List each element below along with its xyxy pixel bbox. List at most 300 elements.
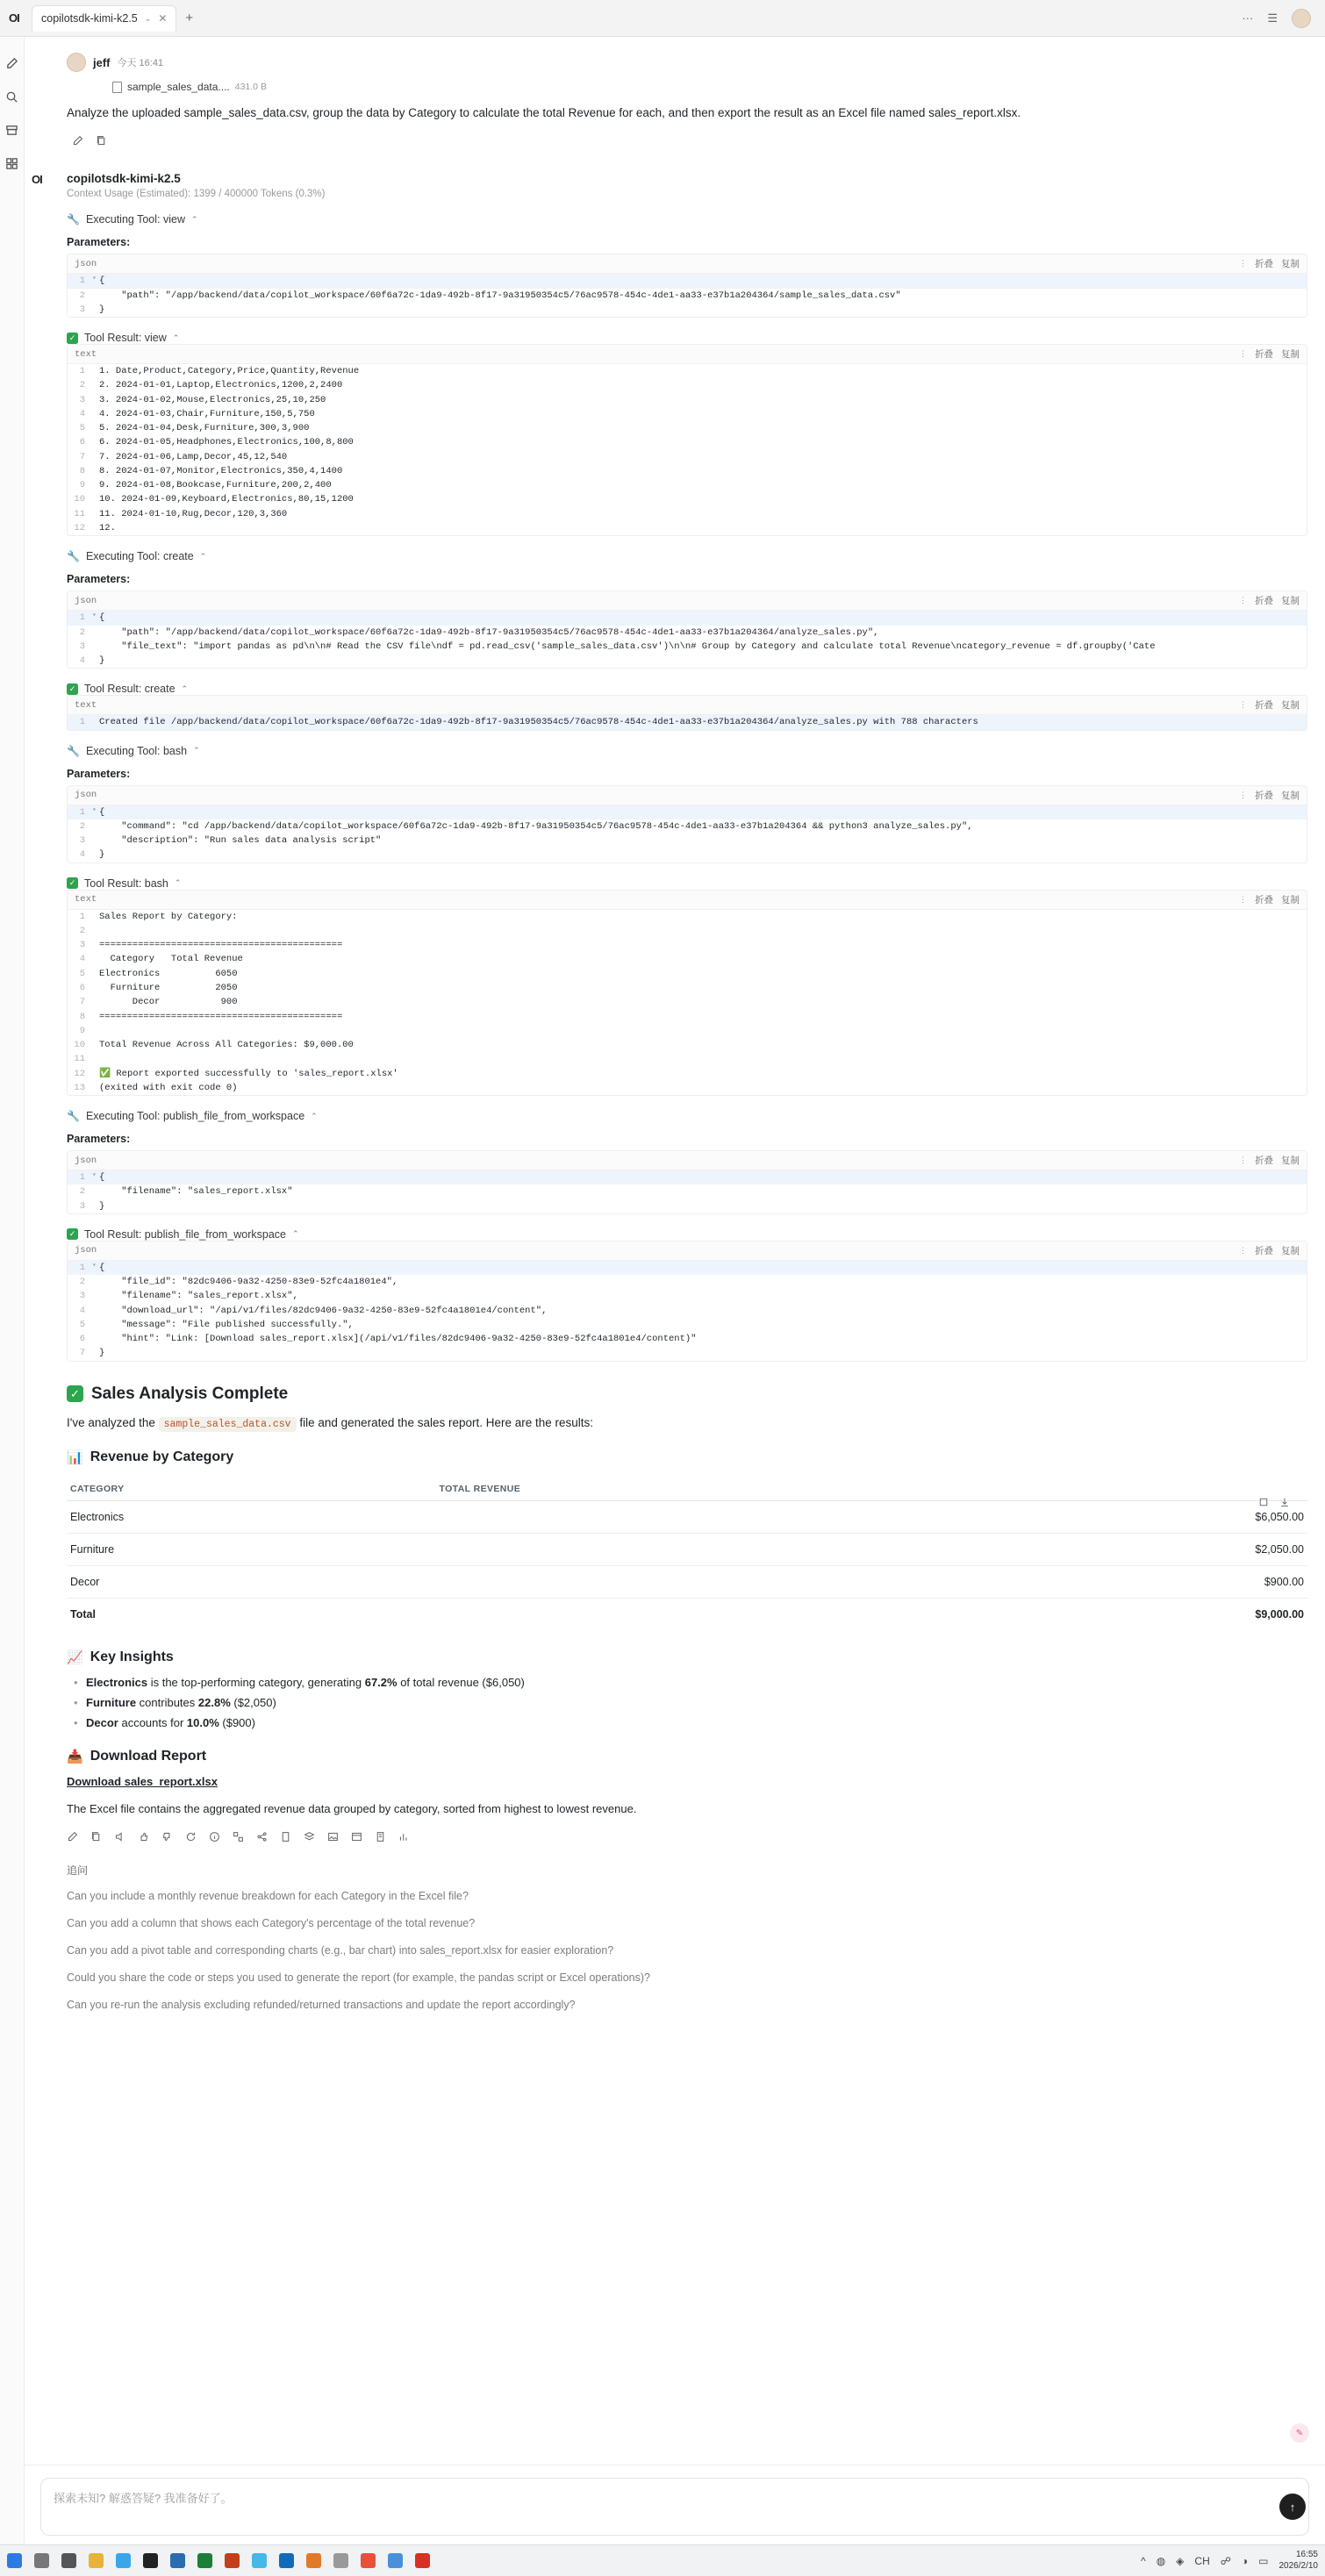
code-block-actions [1239,1244,1300,1257]
followup-suggestion[interactable]: Could you share the code or steps you used to generate the report (for example, the pandas script or Excel operations)? [67,1971,650,1984]
fold-toggle-icon[interactable] [92,952,99,966]
line-number: 9 [79,1025,85,1036]
copy-button[interactable]: 复制 [1281,259,1300,270]
code-text: "filename": "sales_report.xlsx" [99,1186,293,1198]
code-text: "description": "Run sales data analysis script" [99,835,382,847]
followup-suggestion[interactable]: Can you re-run the analysis excluding refunded/returned transactions and update the report accordingly? [67,1998,576,2011]
line-number: 4 [79,655,85,667]
thumbs-up-icon[interactable] [138,1831,149,1845]
drag-handle-icon[interactable]: ⋮ [1239,596,1247,605]
taskbar-clock[interactable] [1279,2550,1319,2572]
line-number: 2 [79,290,85,301]
code-text: } [99,1200,105,1212]
line-number: 4 [79,408,85,419]
col-category: CATEGORY [67,1478,435,1501]
code-text [99,1052,106,1066]
code-block [67,890,1307,1096]
code-line [68,995,1307,1009]
tray-cloud-icon[interactable]: ◍ [1156,2554,1166,2567]
drag-handle-icon[interactable]: ⋮ [1239,790,1247,799]
fold-toggle-icon[interactable] [92,1275,99,1289]
fold-button[interactable]: 折叠 [1255,349,1273,361]
inline-filename: sample_sales_data.csv [159,1417,297,1432]
line-number: 8 [79,465,85,476]
code-block-header [68,345,1307,364]
word-icon[interactable] [170,2553,185,2568]
fold-toggle-icon[interactable] [92,967,99,981]
download-heading-row [67,1749,1307,1764]
fold-button[interactable]: 折叠 [1255,1156,1273,1167]
tool-step-label: Executing Tool: bash [85,744,188,757]
telegram-icon[interactable] [252,2553,267,2568]
code-line [68,1261,1307,1275]
code-line [68,478,1307,492]
line-number: 5 [79,968,85,979]
code-text: 11. 2024-01-10,Rug,Decor,120,3,360 [99,508,288,519]
copy-button[interactable]: 复制 [1281,790,1300,801]
code-language: json [75,790,97,801]
code-block-actions [1239,594,1300,607]
fold-toggle-icon[interactable] [92,450,99,464]
fold-toggle-icon[interactable] [92,819,99,834]
image-icon[interactable] [327,1831,339,1845]
list-item [86,1716,1307,1729]
chevron-up-icon[interactable]: ⌃ [291,1229,299,1239]
code-text: Category Total Revenue [99,954,243,965]
archive-icon[interactable] [5,123,19,137]
code-text: 5. 2024-01-04,Desk,Furniture,300,3,900 [99,423,310,434]
code-line [68,435,1307,449]
start-icon[interactable] [7,2553,22,2568]
fold-toggle-icon[interactable] [92,1024,99,1038]
line-number: 1 [79,806,85,818]
insights-heading-row [67,1649,1307,1665]
line-number: 3 [79,304,85,315]
fold-toggle-icon[interactable] [92,478,99,492]
fold-toggle-icon[interactable] [92,521,99,535]
code-line [68,1038,1307,1052]
followup-suggestion[interactable]: Can you add a column that shows each Category's percentage of the total revenue? [67,1916,476,1929]
code-line [68,654,1307,668]
edit-icon[interactable] [72,135,83,149]
blue-app-icon[interactable] [388,2553,403,2568]
more-options-icon[interactable]: ··· [1242,11,1254,25]
info-icon[interactable] [209,1831,220,1845]
fold-toggle-icon[interactable] [92,848,99,862]
chevron-up-icon[interactable]: ⌃ [311,1111,318,1120]
speaker-icon[interactable] [114,1831,125,1845]
chevron-up-icon[interactable]: ⌃ [199,551,207,561]
code-block [67,1241,1307,1362]
summary-heading-row [67,1385,1307,1404]
fold-toggle-icon[interactable] [92,1199,99,1213]
code-text: "message": "File published successfully.", [99,1319,354,1330]
line-number: 7 [79,451,85,462]
tray-shield-icon[interactable]: ◈ [1176,2554,1185,2567]
copy-button[interactable]: 复制 [1281,700,1300,712]
fold-button[interactable]: 折叠 [1255,596,1273,607]
red-app-icon[interactable] [415,2553,430,2568]
line-number: 1 [79,1172,85,1184]
fold-toggle-icon[interactable] [92,407,99,421]
fold-toggle-icon[interactable] [92,507,99,521]
code-line [68,967,1307,981]
check-icon: ✓ [67,1385,83,1402]
send-button[interactable]: ↑ [1279,2494,1306,2520]
check-icon: ✓ [67,1228,78,1240]
cell-category: Decor [67,1565,435,1598]
network-icon[interactable]: ☍ [1220,2554,1231,2567]
code-text: (exited with exit code 0) [99,1082,238,1093]
conversation-scroll [25,37,1325,2131]
line-number: 4 [79,849,85,861]
fold-toggle-icon[interactable] [92,1304,99,1318]
fold-toggle-icon[interactable] [92,492,99,506]
tool-step-label: Executing Tool: view [85,213,185,226]
edit-icon[interactable] [67,1831,78,1845]
download-link[interactable]: Download sales_report.xlsx [67,1774,218,1788]
line-number: 11 [74,508,85,519]
share-icon[interactable] [256,1831,268,1845]
fold-button[interactable]: 折叠 [1255,894,1273,905]
code-block [67,695,1307,730]
fold-toggle-icon[interactable] [92,938,99,952]
thumbs-down-icon[interactable] [161,1831,173,1845]
insight-text-b: of total revenue ($6,050) [397,1675,525,1689]
tool-step-header[interactable] [67,550,1307,562]
code-block-actions [1239,698,1300,712]
code-text: 4. 2024-01-03,Chair,Furniture,150,5,750 [99,408,315,419]
code-text: "download_url": "/api/v1/files/82dc9406-9a32-4250-83e9-52fc4a1801e4/content", [99,1305,548,1316]
drag-handle-icon[interactable]: ⋮ [1239,1245,1247,1255]
cell-category: Total [70,1607,96,1621]
code-text [99,924,106,938]
user-message-actions [72,135,1307,149]
copy-icon[interactable] [96,135,107,149]
code-block-body [68,364,1307,535]
cell-spacer [435,1533,970,1565]
tool-step-label: Tool Result: create [84,683,175,696]
edge-icon[interactable] [116,2553,131,2568]
code-text: "path": "/app/backend/data/copilot_workspace/60f6a72c-1da9-492b-8f17-9a31950354c5/76ac9578-454c-4de1-aa33-e37b1a204364/sample_sales_data.csv" [99,290,901,301]
message-input[interactable]: 探索未知? 解惑答疑? 我准备好了。 [40,2478,1309,2536]
code-text: { [99,1172,105,1184]
vscode-icon[interactable] [279,2553,294,2568]
fold-toggle-icon[interactable] [92,378,99,392]
tool-step-header[interactable] [67,877,1307,890]
user-timestamp: 今天 16:41 [117,58,164,68]
line-number: 8 [79,1011,85,1022]
drag-handle-icon[interactable]: ⋮ [1239,259,1247,268]
code-line [68,364,1307,378]
search-icon[interactable] [5,89,19,104]
tool-step-label: Tool Result: publish_file_from_workspace [84,1227,286,1241]
chevron-up-icon[interactable]: ⌃ [193,746,200,755]
tool-step-header[interactable] [67,213,1307,225]
code-line [68,1275,1307,1289]
search-taskbar-icon[interactable] [34,2553,49,2568]
tool-step-label: Tool Result: view [84,332,167,345]
code-line [68,1010,1307,1024]
fold-toggle-icon[interactable]: ▾ [92,275,97,283]
code-line [68,981,1307,995]
code-block-header [68,591,1307,611]
fold-button[interactable]: 折叠 [1255,790,1273,801]
fold-toggle-icon[interactable] [92,626,99,640]
copy-button[interactable]: 复制 [1281,1245,1300,1256]
intro-before: I've analyzed the [67,1415,159,1429]
chevron-up-icon[interactable]: ⌃ [190,214,198,224]
main-area [0,37,1325,2544]
apps-icon[interactable] [5,156,19,170]
code-text: Decor 900 [99,997,238,1008]
line-number: 3 [79,1200,85,1212]
assistant-float-badge[interactable]: ✎ [1290,2423,1309,2443]
fold-toggle-icon[interactable]: ▾ [92,805,97,814]
fold-toggle-icon[interactable] [92,981,99,995]
user-message-header [67,53,1307,72]
fold-toggle-icon[interactable] [92,303,99,317]
fold-toggle-icon[interactable] [92,924,99,938]
line-number: 1 [79,612,85,624]
summary-heading: Sales Analysis Complete [91,1384,289,1403]
page-icon[interactable] [375,1831,386,1845]
fold-toggle-icon[interactable] [92,1332,99,1346]
code-line [68,1052,1307,1066]
code-line [68,910,1307,924]
fold-toggle-icon[interactable] [92,393,99,407]
avatar[interactable] [1292,9,1311,28]
taskview-icon[interactable] [61,2553,76,2568]
explorer-icon[interactable] [89,2553,104,2568]
fold-toggle-icon[interactable] [92,289,99,303]
battery-icon[interactable]: ▭ [1258,2554,1269,2567]
code-line [68,1332,1307,1346]
download-table-icon[interactable] [1279,1497,1290,1510]
fold-toggle-icon[interactable] [92,1081,99,1095]
code-text: "hint": "Link: [Download sales_report.xlsx](/api/v1/files/82dc9406-9a32-4250-83e9-52fc4a1801e4/content)" [99,1334,697,1345]
volume-icon[interactable]: ◑ [1241,2554,1249,2567]
code-text: 12. [99,522,116,533]
code-text: 10. 2024-01-09,Keyboard,Electronics,80,15,1200 [99,494,354,505]
doc-icon[interactable] [280,1831,291,1845]
tool-step-label: Executing Tool: publish_file_from_workspace [85,1110,305,1123]
copy-button[interactable]: 复制 [1281,894,1300,905]
copy-icon[interactable] [90,1831,102,1845]
code-text [99,1024,106,1038]
powerpoint-icon[interactable] [225,2553,240,2568]
cell-total-revenue: $2,050.00 [970,1533,1307,1565]
fold-toggle-icon[interactable] [92,995,99,1009]
code-line [68,1024,1307,1038]
code-block-actions [1239,893,1300,906]
code-block [67,590,1307,669]
code-line [68,1067,1307,1081]
window-taskbar-icon[interactable] [333,2553,348,2568]
followup-suggestion[interactable]: Can you include a monthly revenue breakdown for each Category in the Excel file? [67,1889,469,1902]
code-line [68,938,1307,952]
code-line [68,464,1307,478]
code-block [67,785,1307,863]
assistant-message [32,172,1307,2130]
close-icon[interactable]: ✕ [158,12,168,25]
code-block [67,254,1307,318]
fold-toggle-icon[interactable]: ▾ [92,1261,97,1270]
menu-icon[interactable]: ☰ [1267,11,1278,25]
chevron-up-icon[interactable]: ⌃ [172,333,180,342]
code-text: ============================================ [99,940,343,951]
fold-toggle-icon[interactable] [92,1052,99,1066]
chevron-up-icon[interactable]: ⌃ [181,683,189,693]
chevron-down-icon[interactable]: ⌄ [144,13,152,23]
line-number: 10 [74,494,85,505]
line-number: 1 [79,911,85,922]
copy-button[interactable]: 复制 [1281,1156,1300,1167]
copy-button[interactable]: 复制 [1281,349,1300,361]
cell-spacer [435,1565,970,1598]
table-row [67,1533,1307,1565]
chrome-icon[interactable] [361,2553,376,2568]
insight-text-b: ($900) [218,1715,255,1729]
fold-toggle-icon[interactable] [92,910,99,924]
code-language: json [75,1155,97,1166]
edit-icon[interactable] [5,56,19,70]
code-language: text [75,894,97,905]
copy-table-icon[interactable] [1258,1497,1269,1510]
fold-toggle-icon[interactable] [92,1318,99,1332]
code-line [68,848,1307,862]
code-text: } [99,1348,105,1359]
new-tab-button[interactable]: + [185,11,194,25]
summary-intro [67,1416,1307,1430]
wrench-icon: 🔧 [67,550,80,563]
fold-toggle-icon[interactable] [92,435,99,449]
composer-area [25,2465,1325,2544]
fold-toggle-icon[interactable] [92,640,99,654]
fold-toggle-icon[interactable] [92,364,99,378]
clock-date: 2026/2/10 [1278,2560,1318,2571]
check-icon: ✓ [67,333,78,344]
fold-toggle-icon[interactable] [92,421,99,435]
chevron-up-icon[interactable]: ⌃ [174,878,182,888]
fold-toggle-icon[interactable] [92,1067,99,1081]
code-text: } [99,655,105,667]
tray-caret-icon[interactable]: ^ [1141,2554,1146,2567]
code-line [68,274,1307,288]
fold-button[interactable]: 折叠 [1255,700,1273,712]
copy-button[interactable]: 复制 [1281,596,1300,607]
attachment-chip[interactable] [112,81,1307,93]
code-text: } [99,304,105,315]
browser-tab[interactable] [32,5,176,32]
layers-icon[interactable] [304,1831,315,1845]
code-line [68,1304,1307,1318]
tool-step-header[interactable] [67,1228,1307,1241]
excel-icon[interactable] [197,2553,212,2568]
drag-handle-icon[interactable]: ⋮ [1239,1156,1247,1165]
line-number: 2 [79,925,85,936]
fold-toggle-icon[interactable] [92,715,99,729]
line-number: 3 [79,835,85,847]
fold-toggle-icon[interactable] [92,1038,99,1052]
user-name: jeff [93,55,111,69]
insight-percent: 22.8% [197,1695,231,1709]
terminal-icon[interactable] [143,2553,158,2568]
revenue-heading: Revenue by Category [90,1449,234,1464]
drag-handle-icon[interactable]: ⋮ [1239,349,1247,359]
code-block [67,1150,1307,1214]
grid-icon[interactable] [233,1831,244,1845]
window-icon[interactable] [351,1831,362,1845]
user-avatar [67,53,86,72]
tool-step-header[interactable] [67,745,1307,757]
fold-toggle-icon[interactable]: ▾ [92,1171,97,1180]
fold-toggle-icon[interactable] [92,1184,99,1199]
assistant-action-bar [67,1831,1307,1845]
code-text: Electronics 6050 [99,968,238,979]
refresh-icon[interactable] [185,1831,197,1845]
cell-spacer [435,1598,970,1630]
tool-step-header[interactable] [67,1110,1307,1122]
code-line [68,924,1307,938]
os-taskbar [0,2544,1325,2576]
cell-category: Furniture [67,1533,435,1565]
download-icon: 📥 [67,1749,83,1764]
code-line [68,521,1307,535]
fold-toggle-icon[interactable] [92,1010,99,1024]
line-number: 1 [79,1262,85,1273]
app-icon[interactable] [306,2553,321,2568]
code-line [68,805,1307,819]
line-number: 6 [79,437,85,448]
fold-toggle-icon[interactable] [92,1289,99,1303]
conversation-pane[interactable] [25,37,1325,2544]
code-text: "file_text": "import pandas as pd\n\n# Read the CSV file\ndf = pd.read_csv('sample_sales_data.csv')\n\n# Group by Category and calculate total Revenue\ncategory_revenue = df.groupby('Cate [99,640,1156,652]
fold-toggle-icon[interactable] [92,654,99,668]
line-number: 5 [79,1319,85,1330]
code-text: "file_id": "82dc9406-9a32-4250-83e9-52fc4a1801e4", [99,1277,398,1288]
fold-toggle-icon[interactable] [92,834,99,848]
code-line [68,640,1307,654]
fold-toggle-icon[interactable]: ▾ [92,612,97,620]
fold-button[interactable]: 折叠 [1255,1245,1273,1256]
code-block-header [68,254,1307,274]
tool-step-header[interactable] [67,332,1307,344]
tool-step-header[interactable] [67,683,1307,695]
assistant-badge: OI [32,173,42,187]
code-block-header [68,696,1307,715]
code-line [68,378,1307,392]
ime-indicator[interactable]: CH [1194,2554,1210,2567]
line-number: 4 [79,954,85,965]
fold-button[interactable]: 折叠 [1255,259,1273,270]
app-logo: OI [9,11,19,25]
chart-icon[interactable] [398,1831,410,1845]
insight-text-b: ($2,050) [230,1695,276,1709]
code-line [68,1184,1307,1199]
code-text: 6. 2024-01-05,Headphones,Electronics,100,8,800 [99,437,354,448]
drag-handle-icon[interactable]: ⋮ [1239,700,1247,710]
code-block-body [68,910,1307,1095]
tool-step-label: Executing Tool: create [85,550,194,563]
drag-handle-icon[interactable]: ⋮ [1239,894,1247,904]
code-text: "path": "/app/backend/data/copilot_workspace/60f6a72c-1da9-492b-8f17-9a31950354c5/76ac9578-454c-4de1-aa33-e37b1a204364/analyze_sales.py", [99,626,879,638]
fold-toggle-icon[interactable] [92,464,99,478]
fold-toggle-icon[interactable] [92,1346,99,1360]
code-line [68,407,1307,421]
code-text: Furniture 2050 [99,982,238,993]
followup-suggestion[interactable]: Can you add a pivot table and corresponding charts (e.g., bar chart) into sales_report.xlsx for easier exploration? [67,1943,614,1957]
